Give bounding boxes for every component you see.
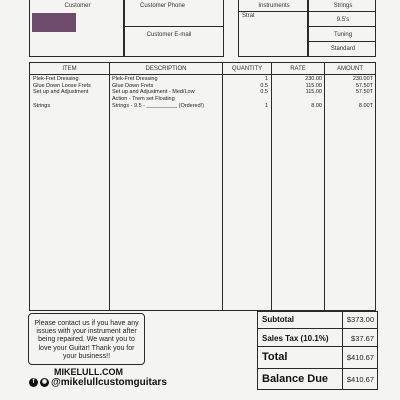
table-cell-quantity: 0.5: [260, 82, 268, 89]
column-divider: [271, 63, 272, 310]
strings-label: Strings: [333, 3, 353, 9]
divider: [309, 11, 375, 12]
customer-name-redaction: [32, 13, 76, 32]
customer-email-label: Customer E-mail: [146, 32, 192, 38]
table-cell-rate: 8.00: [311, 103, 322, 109]
table-cell-quantity: 1: [264, 76, 268, 82]
column-header-amount: AMOUNT: [337, 66, 363, 72]
instruments-box: [238, 0, 308, 57]
table-cell-quantity: 0.5: [260, 89, 268, 95]
table-cell-amount: 8.00T: [358, 103, 373, 109]
table-cell-amount: 57.50T: [355, 82, 373, 89]
table-cell-item: Strings: [33, 103, 51, 109]
customer-phone-label: Customer Phone: [139, 3, 186, 9]
website-link[interactable]: MIKELULL.COM: [54, 367, 123, 377]
instrument-value: Strat: [242, 13, 255, 19]
table-cell-amount: 57.50T: [355, 89, 373, 95]
tuning-label: Tuning: [333, 32, 353, 38]
sales-tax-value: $37.67: [351, 334, 374, 343]
total-value: $410.67: [346, 353, 374, 362]
divider: [258, 346, 377, 347]
column-header-description: DESCRIPTION: [145, 66, 187, 72]
customer-note-text: Please contact us if you have any issues with your instrument after being repaired. We want you to love your Guitar! Thank you for your business!!: [34, 320, 139, 360]
table-cell-description: Glue Down Frets: [112, 82, 154, 89]
divider: [342, 312, 343, 389]
column-header-rate: RATE: [290, 66, 306, 72]
customer-box: [29, 0, 124, 57]
table-cell-item: Set up and Adjustment: [33, 89, 89, 95]
column-header-item: ITEM: [62, 66, 77, 72]
divider: [258, 368, 377, 369]
line-items-table: [29, 62, 376, 311]
table-cell-description: Action - Trem set Floating: [112, 95, 175, 102]
table-cell-rate: 115.00: [305, 89, 322, 95]
instruments-label: Instruments: [258, 3, 290, 9]
table-cell-rate: 230.00: [305, 76, 322, 82]
sales-tax-label: Sales Tax (10.1%): [262, 334, 329, 343]
facebook-icon[interactable]: f: [29, 378, 38, 387]
column-divider: [109, 63, 110, 310]
customer-label: Customer: [64, 3, 91, 9]
table-cell-rate: 115.00: [305, 82, 322, 89]
totals-box: [257, 311, 378, 390]
divider: [309, 41, 375, 42]
tuning-value: Standard: [330, 46, 356, 52]
column-header-quantity: QUANTITY: [231, 66, 263, 72]
divider: [258, 328, 377, 329]
column-divider: [222, 63, 223, 310]
table-cell-quantity: 1: [264, 103, 268, 109]
strings-box: [308, 0, 376, 57]
instagram-icon[interactable]: ◉: [41, 379, 48, 385]
total-label: Total: [262, 351, 288, 363]
customer-contact-box: [124, 0, 224, 57]
divider: [239, 11, 307, 12]
social-handle[interactable]: @mikelullcustomguitars: [51, 377, 167, 388]
customer-note-box: [28, 313, 145, 365]
divider: [125, 26, 223, 27]
table-cell-description: Plek-Fret Dressing: [112, 76, 158, 82]
table-cell-description: Strings - 9.5 - __________ (Ordered!): [112, 103, 205, 109]
column-divider: [324, 63, 325, 310]
table-cell-amount: 230.00T: [352, 76, 373, 82]
strings-gauge-value: 9.5's: [336, 17, 350, 23]
table-cell-item: Glue Down Loose Frets: [33, 82, 91, 89]
subtotal-value: $373.00: [346, 315, 374, 324]
divider: [309, 26, 375, 27]
subtotal-label: Subtotal: [262, 315, 294, 324]
table-cell-description: Set up and Adjustment - Med/Low: [112, 89, 195, 95]
balance-due-value: $410.67: [346, 375, 374, 384]
balance-due-label: Balance Due: [262, 373, 329, 385]
table-cell-item: Plek-Fret Dressing: [33, 76, 79, 82]
